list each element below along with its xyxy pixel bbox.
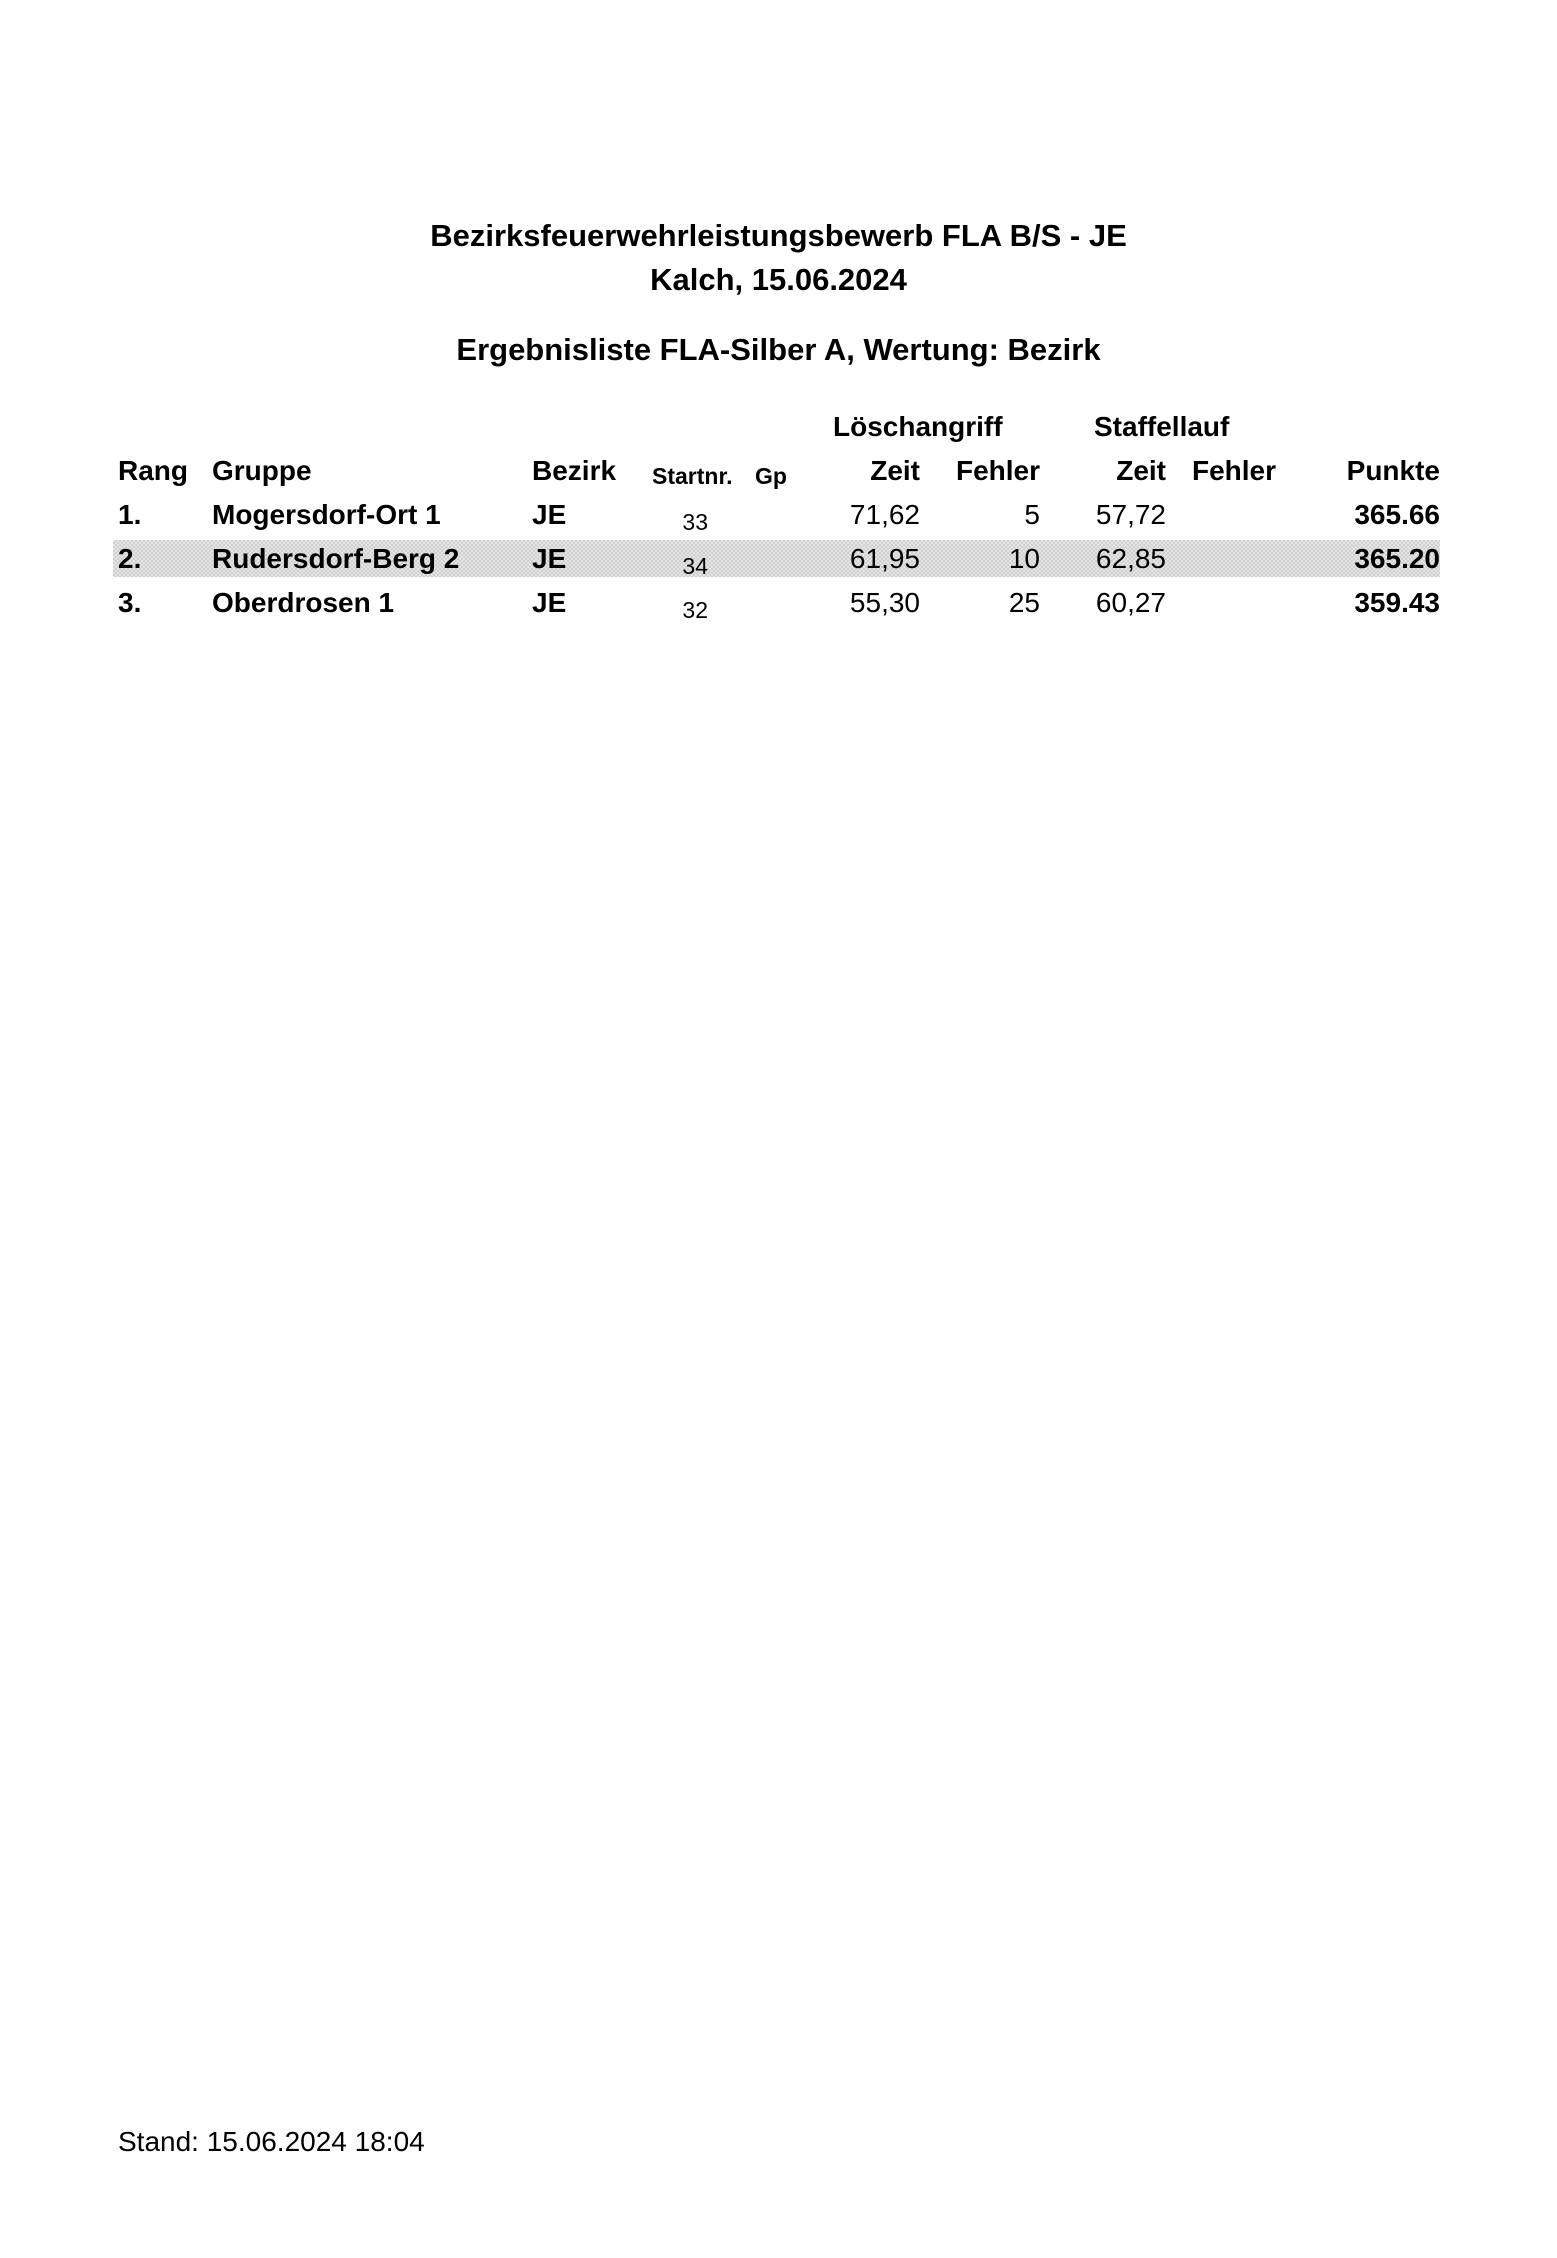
cell-la-zeit: 61,95	[849, 543, 920, 574]
group-header-loeschangriff: Löschangriff	[833, 411, 1003, 442]
cell-gruppe: Rudersdorf-Berg 2	[212, 543, 460, 574]
column-header-la-fehler: Fehler	[955, 455, 1040, 486]
cell-punkte: 365.20	[1354, 543, 1440, 574]
cell-la-zeit: 55,30	[849, 587, 920, 618]
cell-gruppe: Oberdrosen 1	[212, 587, 395, 618]
footer-timestamp: Stand: 15.06.2024 18:04	[118, 2126, 425, 2157]
cell-startnr: 34	[682, 553, 708, 579]
cell-punkte: 359.43	[1354, 587, 1440, 618]
column-header-la-zeit: Zeit	[870, 455, 920, 486]
cell-sl-zeit: 57,72	[1095, 499, 1166, 530]
cell-bezirk: JE	[532, 543, 567, 574]
group-header-staffellauf: Staffellauf	[1094, 411, 1230, 442]
column-header-startnr: Startnr.	[652, 463, 733, 489]
cell-punkte: 365.66	[1354, 499, 1440, 530]
result-list-title: Ergebnisliste FLA-Silber A, Wertung: Bezirk	[456, 332, 1101, 367]
column-header-gruppe: Gruppe	[212, 455, 312, 486]
cell-la-fehler: 5	[1024, 499, 1040, 530]
document-title: Bezirksfeuerwehrleistungsbewerb FLA B/S - JE	[430, 218, 1127, 253]
cell-gruppe: Mogersdorf-Ort 1	[212, 499, 441, 530]
column-header-rang: Rang	[118, 455, 188, 486]
cell-la-zeit: 71,62	[849, 499, 920, 530]
cell-rang: 3.	[118, 587, 142, 618]
cell-bezirk: JE	[532, 499, 567, 530]
cell-startnr: 33	[682, 509, 708, 535]
cell-rang: 1.	[118, 499, 142, 530]
cell-la-fehler: 10	[1008, 543, 1040, 574]
column-header-punkte: Punkte	[1346, 455, 1440, 486]
column-header-sl-zeit: Zeit	[1116, 455, 1166, 486]
event-location-date: Kalch, 15.06.2024	[650, 262, 907, 297]
cell-la-fehler: 25	[1008, 587, 1040, 618]
cell-sl-zeit: 62,85	[1095, 543, 1166, 574]
column-header-bezirk: Bezirk	[532, 455, 617, 486]
cell-startnr: 32	[682, 597, 708, 623]
column-header-gp: Gp	[755, 463, 787, 489]
cell-rang: 2.	[118, 543, 142, 574]
cell-bezirk: JE	[532, 587, 567, 618]
column-header-sl-fehler: Fehler	[1192, 455, 1277, 486]
cell-sl-zeit: 60,27	[1095, 587, 1166, 618]
